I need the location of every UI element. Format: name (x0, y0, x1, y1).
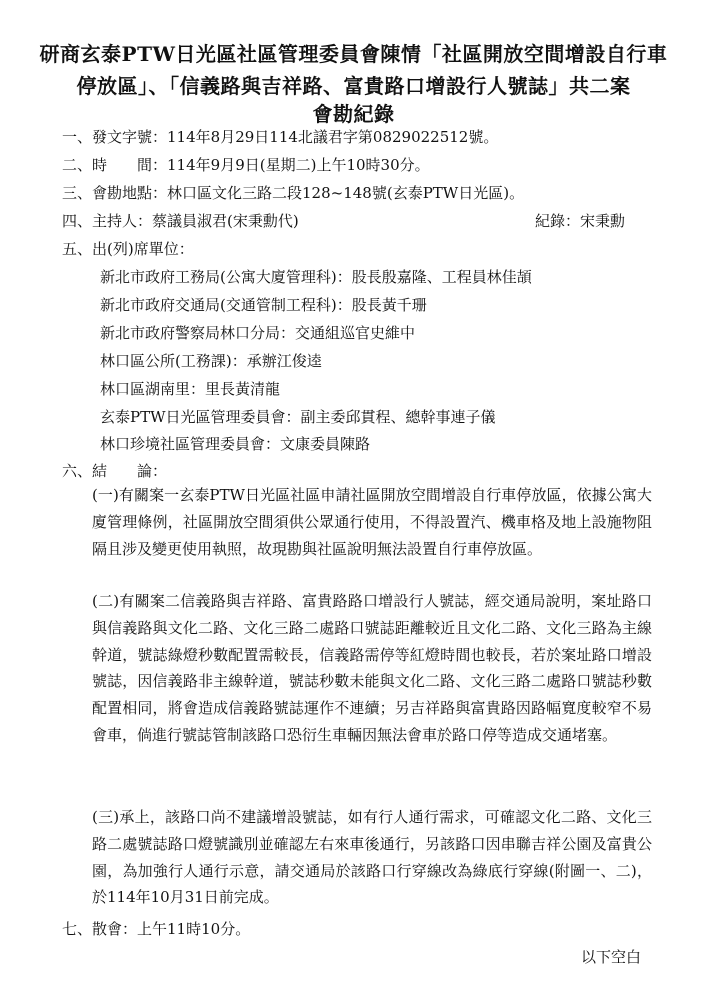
adjourn-label: 七、散會： (62, 920, 138, 938)
conclusion-label: 六、結 論： (62, 462, 168, 480)
attendee-item: 新北市政府警察局林口分局：交通組巡官史維中 (100, 324, 416, 342)
adjourn-value: 上午11時10分。 (137, 920, 251, 938)
attendee-item: 玄泰PTW日光區管理委員會：副主委邱貫程、總幹事連子儀 (100, 408, 496, 426)
conclusion-text: 承上，該路口尚不建議增設號誌，如有行人通行需求，可確認文化二路、文化三路二處號誌路口燈號識別並確認左右來車後通行，另該路口因串聯吉祥公園及富貴公園，為加強行人通行示意，請交通局於該路口行穿線改為綠底行穿線(附圖一、二)，於114年10月31日前完成。 (92, 808, 652, 907)
doc-number-row (62, 126, 498, 147)
host-value: 蔡議員淑君(宋秉勳代) (152, 212, 299, 230)
time-row (62, 154, 430, 175)
adjourn-row (62, 918, 250, 939)
location-row (62, 182, 524, 203)
doc-number-value: 114年8月29日114北議君字第0829022512號。 (167, 128, 499, 146)
recorder-text: 紀錄：宋秉勳 (535, 212, 626, 230)
title-line-3: 會勘紀錄 (312, 102, 395, 126)
conclusion-text: 有關案二信義路與吉祥路、富貴路路口增設行人號誌，經交通局說明，案址路口與信義路與文化二路、文化三路二處路口號誌距離較近且文化二路、文化三路為主線幹道，號誌綠燈秒數配置需較長，信義路需停等紅燈時間也較長，若於案址路口增設號誌，因信義路非主線幹道，號誌秒數未能與文化二路、文化三路二處路口號誌秒數配置相同，將會造成信義路號誌運作不連續；另吉祥路與富貴路因路幅寬度較窄不易會車，倘進行號誌管制該路口恐衍生車輛因無法會車於路口停等造成交通堵塞。 (92, 592, 652, 744)
attendee-item: 林口珍境社區管理委員會：文康委員陳路 (100, 435, 371, 453)
conclusion-text: 有關案一玄泰PTW日光區社區申請社區開放空間增設自行車停放區，依據公寓大廈管理條例，社區開放空間須供公眾通行使用，不得設置汽、機車格及地上設施物阻隔且涉及變更使用執照，故現勘與社區說明無法設置自行車停放區。 (92, 486, 652, 558)
attendee-item: 新北市政府交通局(交通管制工程科)：股長黃千珊 (100, 296, 427, 314)
end-note: 以下空白 (580, 948, 641, 966)
title-line-2: 停放區」、「信義路與吉祥路、富貴路口增設行人號誌」共二案 (76, 74, 631, 98)
host-label: 四、主持人： (62, 212, 153, 230)
doc-number-label: 一、發文字號： (62, 128, 168, 146)
host-row (62, 210, 299, 231)
attendees-label: 五、出(列)席單位： (62, 240, 194, 258)
time-value: 114年9月9日(星期二)上午10時30分。 (167, 156, 430, 174)
conclusion-number: (二) (92, 592, 120, 610)
location-label: 三、會勘地點： (62, 184, 168, 202)
attendee-item: 林口區湖南里：里長黃清龍 (100, 380, 281, 398)
location-value: 林口區文化三路二段128~148號(玄泰PTW日光區)。 (167, 184, 525, 202)
attendee-item: 新北市政府工務局(公寓大廈管理科)：股長殷嘉隆、工程員林佳頡 (100, 268, 532, 286)
conclusion-number: (一) (92, 486, 119, 504)
conclusion-item-2 (92, 588, 652, 749)
conclusion-item-3 (92, 804, 652, 911)
title-line-1: 研商玄泰PTW日光區社區管理委員會陳情「社區開放空間增設自行車 (39, 42, 668, 66)
time-label: 二、時 間： (62, 156, 168, 174)
conclusion-number: (三) (92, 808, 120, 826)
conclusion-item-1 (92, 482, 652, 562)
attendee-item: 林口區公所(工務課)：承辦江俊逵 (100, 352, 322, 370)
